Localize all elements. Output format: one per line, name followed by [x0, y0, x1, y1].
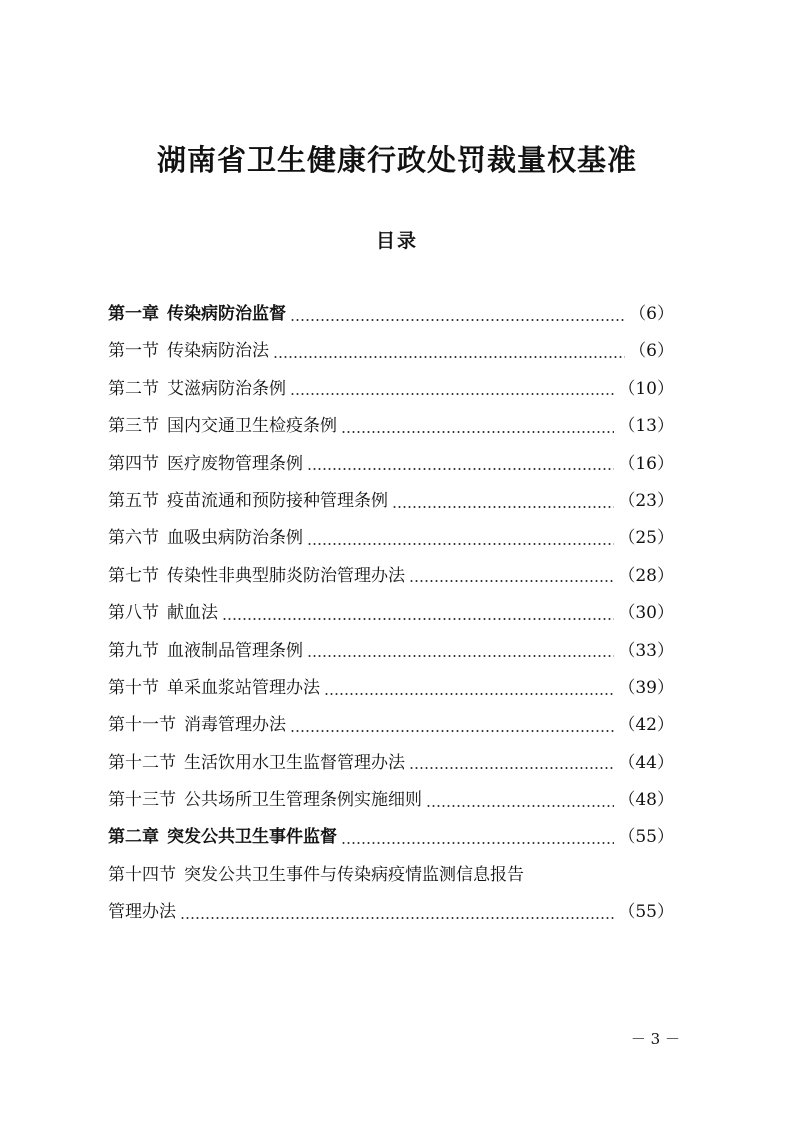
toc-entry-title: 疫苗流通和预防接种管理条例	[167, 490, 388, 511]
toc-entry-number: 第十节	[108, 677, 159, 698]
toc-entry-section-1[interactable]	[108, 333, 674, 370]
toc-entry-section-2[interactable]	[108, 371, 674, 408]
toc-entry-title: 生活饮用水卫生监督管理办法	[184, 752, 405, 773]
dot-leader	[426, 805, 614, 807]
toc-entry-number: 第七节	[108, 565, 159, 586]
dot-leader	[409, 767, 614, 769]
dot-leader	[392, 506, 614, 508]
toc-entry-title: 公共场所卫生管理条例实施细则	[184, 790, 422, 811]
toc-entry-title: 传染病防治监督	[167, 304, 286, 324]
toc-entry-section-8[interactable]	[108, 595, 674, 632]
dot-leader	[290, 730, 614, 732]
dot-leader	[409, 580, 614, 582]
toc-entry-section-7[interactable]	[108, 558, 674, 595]
toc-entry-chapter-2[interactable]	[108, 819, 674, 856]
toc-entry-number: 第五节	[108, 490, 159, 511]
toc-entry-page: （16）	[618, 453, 674, 474]
toc-entry-title: 医疗废物管理条例	[167, 453, 303, 474]
toc-entry-page: （6）	[629, 341, 674, 362]
dot-leader	[324, 693, 614, 695]
dot-leader	[273, 356, 625, 358]
dot-leader	[341, 842, 614, 844]
toc-entry-title: 国内交通卫生检疫条例	[167, 416, 337, 437]
toc-entry-title: 献血法	[167, 603, 218, 624]
toc-entry-number: 第十四节	[108, 864, 176, 885]
toc-entry-line-1	[108, 857, 674, 894]
toc-entry-line-2	[108, 894, 674, 931]
toc-entry-section-14[interactable]	[108, 857, 674, 932]
toc-entry-section-4[interactable]	[108, 446, 674, 483]
toc-entry-number: 第十一节	[108, 715, 176, 736]
table-of-contents	[108, 296, 674, 932]
toc-entry-number: 第八节	[108, 603, 159, 624]
toc-entry-number: 第六节	[108, 528, 159, 549]
toc-entry-page: （33）	[618, 640, 674, 661]
toc-entry-section-10[interactable]	[108, 670, 674, 707]
toc-entry-title: 传染病防治法	[167, 341, 269, 362]
dot-leader	[307, 468, 614, 470]
dot-leader	[307, 655, 614, 657]
toc-entry-title: 消毒管理办法	[184, 715, 286, 736]
toc-entry-number: 第四节	[108, 453, 159, 474]
toc-entry-page: （55）	[618, 827, 674, 848]
toc-entry-number: 第一节	[108, 341, 159, 362]
toc-entry-title: 单采血浆站管理办法	[167, 677, 320, 698]
toc-entry-page: （42）	[618, 715, 674, 736]
toc-entry-number: 第九节	[108, 640, 159, 661]
toc-entry-number: 第十三节	[108, 790, 176, 811]
toc-entry-number: 第二节	[108, 378, 159, 399]
toc-entry-page: （10）	[618, 378, 674, 399]
toc-entry-section-9[interactable]	[108, 633, 674, 670]
toc-entry-title: 艾滋病防治条例	[167, 378, 286, 399]
toc-entry-section-3[interactable]	[108, 408, 674, 445]
toc-entry-chapter-1[interactable]	[108, 296, 674, 333]
toc-entry-section-13[interactable]	[108, 782, 674, 819]
toc-heading: 目录	[375, 230, 418, 252]
toc-entry-page: （23）	[618, 490, 674, 511]
dot-leader	[341, 431, 614, 433]
toc-entry-title-continued: 管理办法	[108, 902, 176, 923]
toc-entry-title: 突发公共卫生事件与传染病疫情监测信息报告	[184, 864, 524, 885]
toc-entry-page: （48）	[618, 790, 674, 811]
dot-leader	[307, 543, 614, 545]
toc-entry-title: 血吸虫病防治条例	[167, 528, 303, 549]
toc-entry-page: （39）	[618, 677, 674, 698]
toc-entry-page: （25）	[618, 528, 674, 549]
toc-entry-page: （6）	[629, 304, 674, 324]
dot-leader	[290, 393, 614, 395]
toc-entry-section-6[interactable]	[108, 520, 674, 557]
dot-leader	[180, 917, 614, 919]
toc-entry-title: 传染性非典型肺炎防治管理办法	[167, 565, 405, 586]
toc-entry-number: 第一章	[108, 304, 159, 324]
toc-entry-number: 第十二节	[108, 752, 176, 773]
dot-leader	[290, 319, 625, 321]
toc-entry-page: （28）	[618, 565, 674, 586]
toc-entry-title: 血液制品管理条例	[167, 640, 303, 661]
toc-entry-page: （44）	[618, 752, 674, 773]
document-title: 湖南省卫生健康行政处罚裁量权基准	[156, 143, 637, 177]
toc-entry-number: 第三节	[108, 416, 159, 437]
toc-entry-page: （55）	[618, 902, 674, 923]
page-number: － 3 －	[630, 1030, 680, 1048]
toc-entry-number: 第二章	[108, 827, 159, 848]
toc-entry-section-11[interactable]	[108, 707, 674, 744]
toc-entry-section-12[interactable]	[108, 745, 674, 782]
toc-entry-page: （30）	[618, 603, 674, 624]
toc-entry-page: （13）	[618, 416, 674, 437]
toc-entry-title: 突发公共卫生事件监督	[167, 827, 337, 848]
toc-entry-section-5[interactable]	[108, 483, 674, 520]
dot-leader	[222, 618, 614, 620]
